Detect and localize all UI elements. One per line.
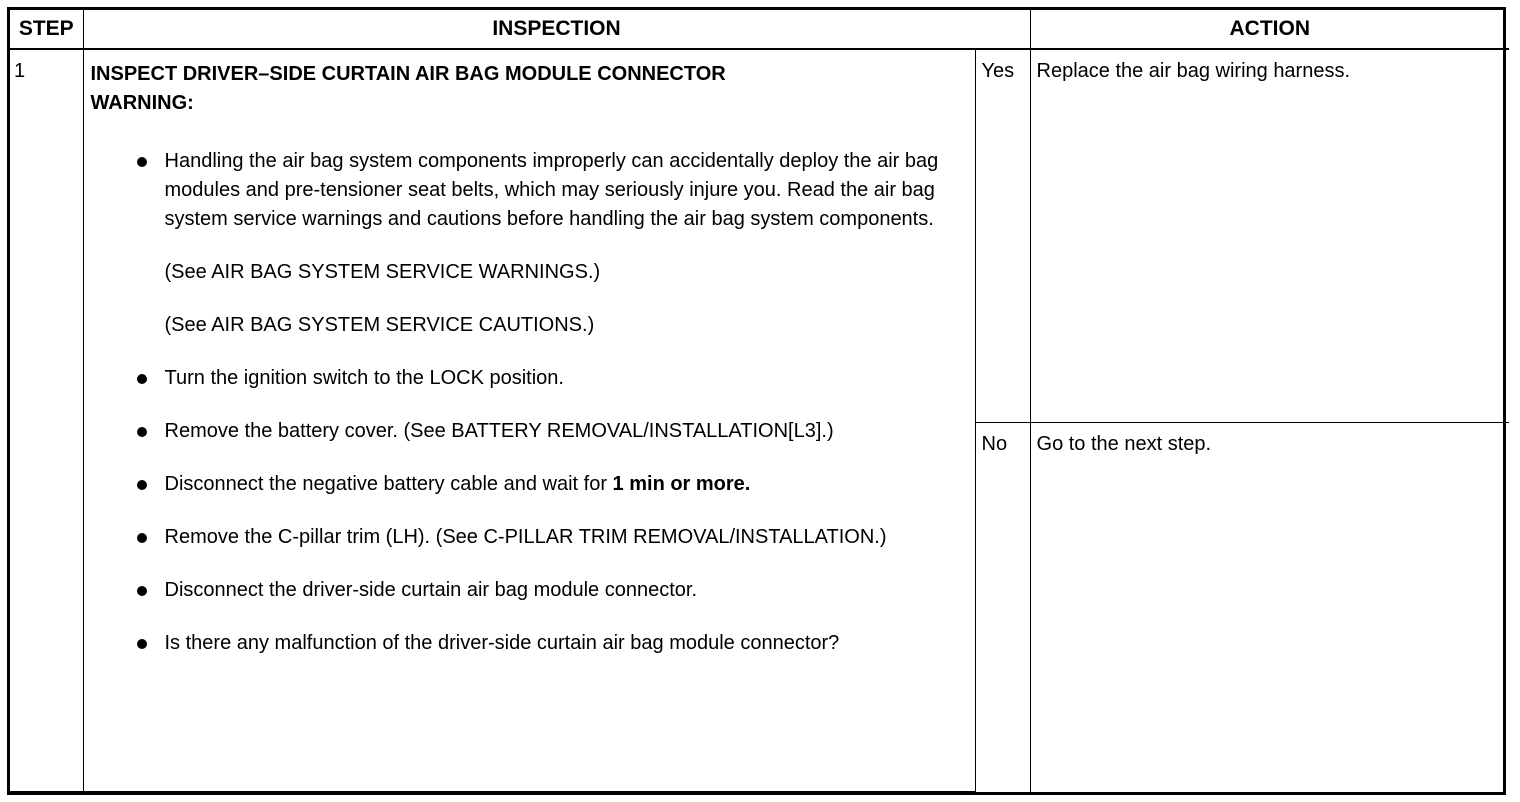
warning-text: Handling the air bag system components improperly can accidentally deploy the air bag modules and pre-tensioner seat belts, which may seriously injure you. Read the air bag system service warnings and cautions before handling the air bag system components. (164, 150, 939, 230)
inspection-cell (83, 49, 975, 792)
bullet-icon (137, 157, 147, 167)
connector-text: Disconnect the driver-side curtain air bag module connector. (164, 579, 697, 601)
inspection-table-frame (7, 7, 1506, 795)
list-item-ignition (91, 364, 967, 393)
no-label: No (975, 422, 1030, 792)
bullet-icon (137, 586, 147, 596)
table-row-yes (10, 49, 1509, 422)
inspection-title-line2: WARNING: (90, 92, 194, 114)
list-item-pillar-trim (91, 523, 967, 552)
bullet-icon (137, 374, 147, 384)
yes-label: Yes (975, 49, 1030, 422)
inspection-table (10, 10, 1509, 792)
header-action: ACTION (1030, 10, 1509, 49)
list-item-battery-cover (91, 417, 967, 446)
list-item-disconnect-battery (91, 470, 967, 499)
yes-action: Replace the air bag wiring harness. (1030, 49, 1509, 422)
disconnect-battery-text: Disconnect the negative battery cable and wait for (164, 473, 613, 495)
bullet-icon (137, 533, 147, 543)
inspection-title-line1: INSPECT DRIVER–SIDE CURTAIN AIR BAG MODULE CONNECTOR (90, 63, 726, 85)
reference-warnings: (See AIR BAG SYSTEM SERVICE WARNINGS.) (164, 261, 601, 283)
wait-time: 1 min or more. (612, 473, 751, 495)
step-number: 1 (10, 49, 83, 792)
inspection-title (91, 60, 967, 118)
header-row (10, 10, 1509, 49)
bullet-icon (137, 480, 147, 490)
no-action: Go to the next step. (1030, 422, 1509, 792)
header-inspection: INSPECTION (83, 10, 1030, 49)
header-step: STEP (10, 10, 83, 49)
list-item-warning (91, 147, 967, 234)
battery-cover-text: Remove the battery cover. (See BATTERY REMOVAL/INSTALLATION[L3].) (164, 420, 834, 442)
question-text: Is there any malfunction of the driver-side curtain air bag module connector? (164, 632, 840, 654)
pillar-trim-text: Remove the C-pillar trim (LH). (See C-PILLAR TRIM REMOVAL/INSTALLATION.) (164, 526, 887, 548)
list-item-question (91, 629, 967, 658)
ignition-text: Turn the ignition switch to the LOCK position. (164, 367, 564, 389)
reference-cautions: (See AIR BAG SYSTEM SERVICE CAUTIONS.) (164, 314, 595, 336)
list-item-connector (91, 576, 967, 605)
bullet-icon (137, 427, 147, 437)
bullet-icon (137, 639, 147, 649)
